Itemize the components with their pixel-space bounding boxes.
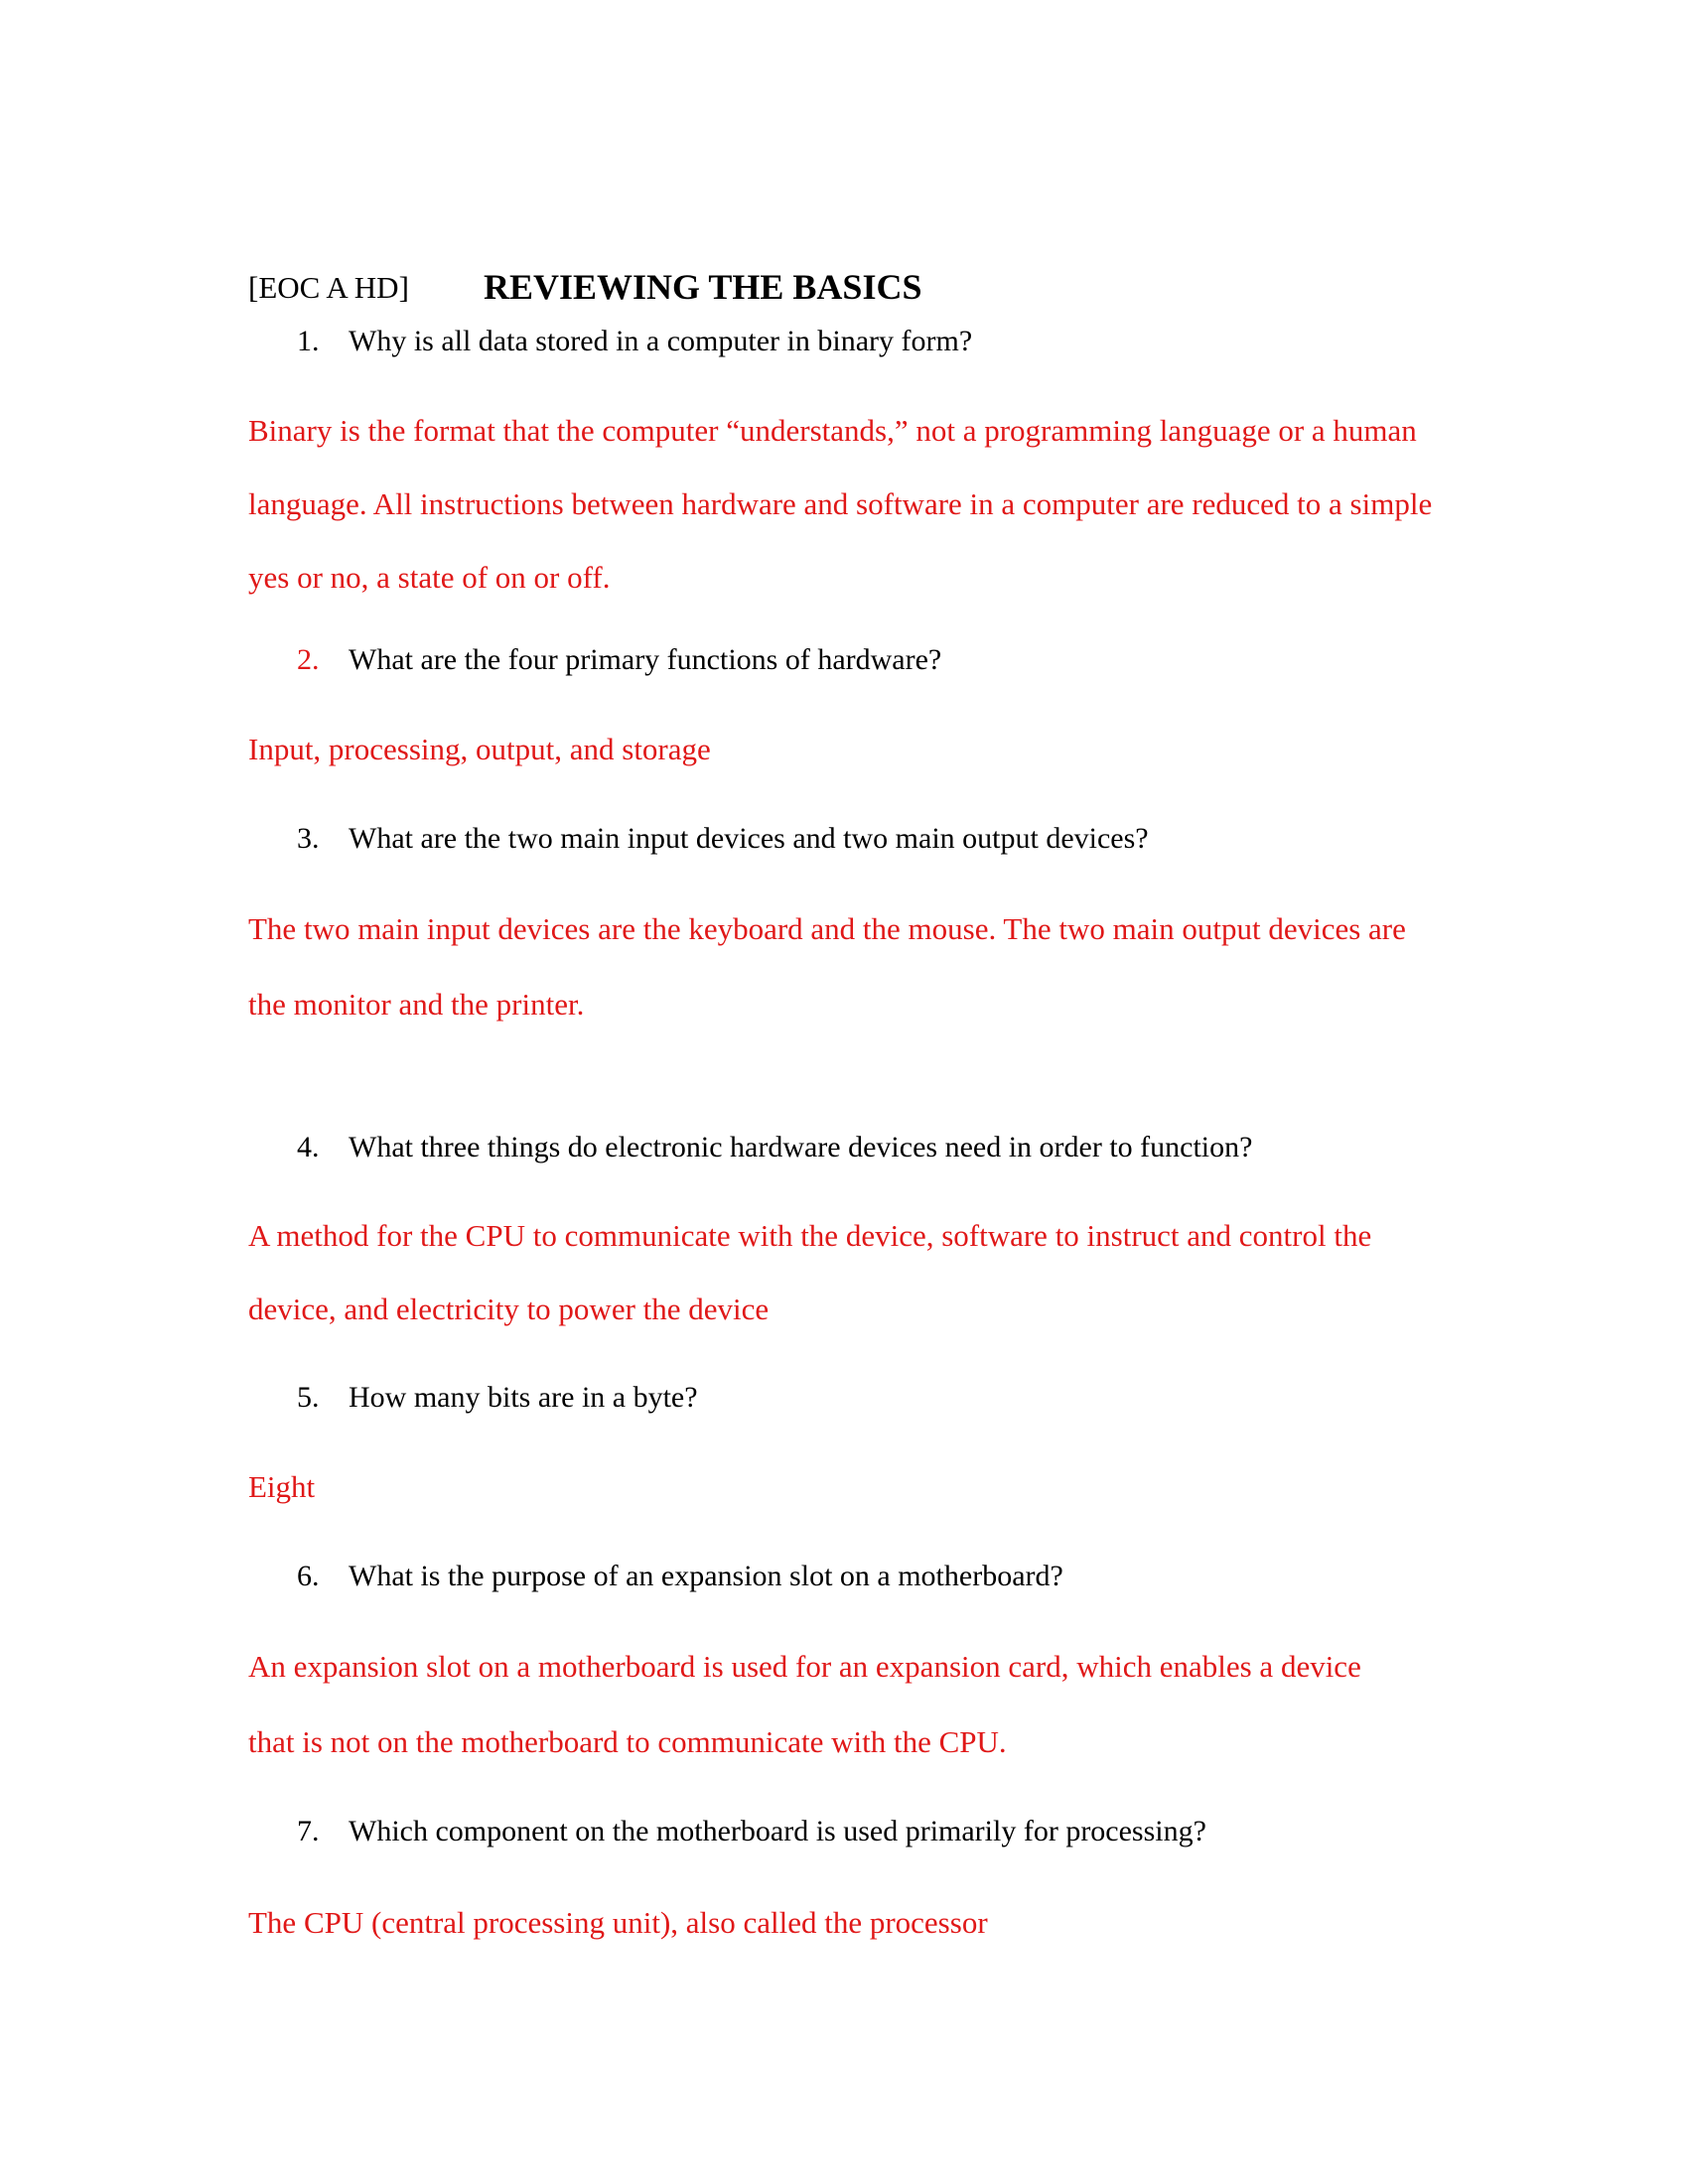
answer-6: An expansion slot on a motherboard is used for an expansion card, which enables a device that is not on the motherboard to communicate with the CPU. [248, 1649, 1361, 1759]
question-number: 1. [297, 325, 320, 357]
answer-2: Input, processing, output, and storage [248, 732, 711, 766]
question-number: 5. [297, 1381, 320, 1414]
question-7 [297, 1815, 1206, 1848]
question-number: 4. [297, 1131, 320, 1163]
question-number: 2. [297, 643, 320, 676]
section-tag: [EOC A HD] [248, 270, 409, 305]
answer-5: Eight [248, 1469, 316, 1504]
question-number: 7. [297, 1815, 320, 1847]
question-text: How many bits are in a byte? [349, 1381, 698, 1414]
question-text: What are the two main input devices and two main output devices? [349, 822, 1149, 855]
question-3 [297, 822, 1149, 856]
question-5 [297, 1381, 698, 1415]
question-2 [297, 643, 941, 677]
document-header [248, 266, 1440, 310]
page-title: REVIEWING THE BASICS [484, 267, 922, 307]
question-number: 3. [297, 822, 320, 855]
question-4 [297, 1131, 1252, 1164]
question-number: 6. [297, 1560, 320, 1592]
answer-4: A method for the CPU to communicate with the device, software to instruct and control the device, and electricity to power the device [248, 1218, 1372, 1326]
question-6 [297, 1560, 1063, 1593]
question-text: What is the purpose of an expansion slot on a motherboard? [349, 1560, 1063, 1592]
question-text: What three things do electronic hardware devices need in order to function? [349, 1131, 1253, 1163]
answer-3: The two main input devices are the keyboard and the mouse. The two main output devices are the monitor and the printer. [248, 911, 1406, 1022]
question-text: What are the four primary functions of hardware? [349, 643, 942, 676]
question-text: Which component on the motherboard is used primarily for processing? [349, 1815, 1206, 1847]
answer-1: Binary is the format that the computer “understands,” not a programming language or a human language. All instructions between hardware and software in a computer are reduced to a simple yes or no, a state of on or off. [248, 413, 1433, 595]
answer-7: The CPU (central processing unit), also called the processor [248, 1905, 988, 1940]
question-text: Why is all data stored in a computer in binary form? [349, 325, 973, 357]
question-1 [297, 325, 972, 358]
